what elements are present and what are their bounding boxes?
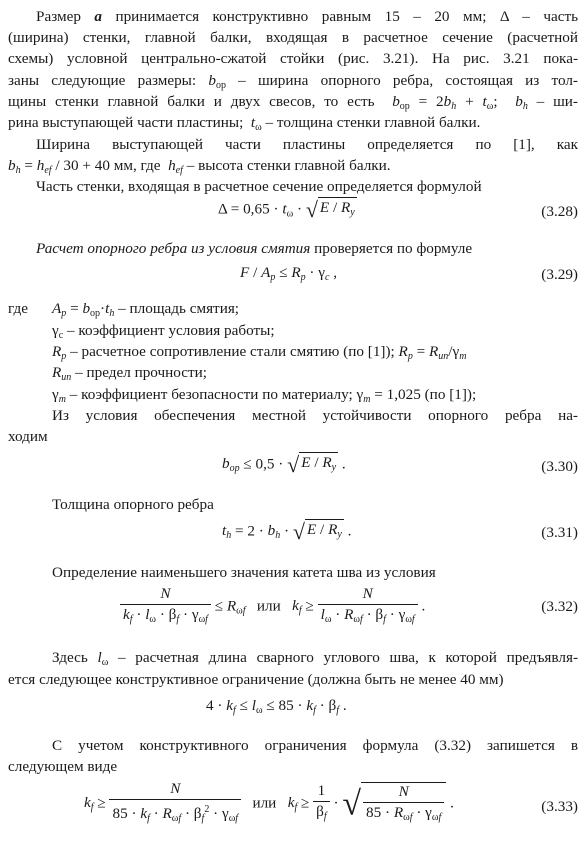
p4-rest: проверяется по формуле <box>314 240 473 257</box>
paragraph-4 <box>36 238 578 260</box>
f333-fraction-1: $\frac{N}{85 \cdot k_f \cdot R_{\omega f} \cdot \beta_f^2 \cdot \gamma_{\omega f}}$ <box>109 780 241 828</box>
p1-line-1: Размер a принимается конструктивно равным 15 – 20 мм; Δ – часть <box>36 8 579 25</box>
p8-line-2: ется следующее конструктивное ограничение (должна быть не менее 40 мм) <box>8 671 504 688</box>
paragraph-7: Определение наименьшего значения катета шва из условия <box>52 564 436 581</box>
p9-line-1: С учетом конструктивного ограничения формула (3.32) запишется в <box>52 737 578 754</box>
formula-3-32: $\frac{N}{k_f \cdot l_\omega \cdot \beta_f \cdot \gamma_{\omega f}}$ ≤ $R_{\omega f}$ или $k_f$ ≥ $\frac{N}{l_\omega \cdot R_{\omega f} \cdot \beta_f \cdot \gamma_{\omega f}}$ . <box>120 585 425 629</box>
formula-number-3-33: (3.33) <box>541 798 578 815</box>
paragraph-3: Часть стенки, входящая в расчетное сечение определяется формулой <box>36 178 482 195</box>
where-item-5: $\gamma_m$ – коэффициент безопасности по материалу; $\gamma_m = 1,025$ (по [1]); <box>52 386 477 405</box>
formula-3-30: $b_{op} \le 0,5$ · √ E / $R_y$ . <box>222 452 346 477</box>
formula-number-3-31: (3.31) <box>541 524 578 541</box>
p2-line-2: $b_h = h_{ef} / 30 + 40$ мм, где $h_{ef}$ – высота стенки главной балки. <box>8 157 391 176</box>
where-item-1: $A_p = b_{ор}\cdot t_h$ – площадь смятия; <box>52 300 240 319</box>
p8-line-1: Здесь $l_\omega$ – расчетная длина сварного углового шва, к которой предъявля- <box>52 649 578 668</box>
p5-line-2: ходим <box>8 428 48 445</box>
formula-3-28: $\Delta = 0,65 \cdot t_\omega$ · √ E / $R_y$ <box>218 197 355 222</box>
p1-line-5: щины стенки главной балки и двух свесов, то есть $b_{ор} = 2b_h + t_\omega$; $b_h - ши-$ <box>8 93 578 112</box>
where-item-3: $R_p$ – расчетное сопротивление стали смятию (по [1]); $R_p = R_{un}/\gamma_m$ <box>52 343 467 362</box>
formula-number-3-28: (3.28) <box>541 203 578 220</box>
f332-fraction-1: $\frac{N}{k_f \cdot l_\omega \cdot \beta_f \cdot \gamma_{\omega f}}$ <box>120 585 211 629</box>
p1-line-6: рина выступающей части пластины; $t_\omega$ – толщина стенки главной балки. <box>8 114 481 133</box>
p1-line-4: заны следующие размеры: $b_{ор}$ – ширина опорного ребра, состоящая из тол- <box>8 72 578 91</box>
p4-italic-lead: Расчет опорного ребра из условия смятия <box>36 240 311 257</box>
f333-fraction-2: $\frac{1}{\beta_f}$ <box>313 782 330 826</box>
p1-line-3: схемы) условной центрально-сжатой стойки (рис. 3.21). На рис. 3.21 пока- <box>8 50 578 67</box>
formula-number-3-32: (3.32) <box>541 598 578 615</box>
where-item-4: $R_{un}$ – предел прочности; <box>52 364 207 383</box>
where-item-2: $\gamma_c$ – коэффициент условия работы; <box>52 322 275 341</box>
p1-line-2: (ширина) стенки, главной балки, входящая в расчетное сечение (расчетной <box>8 29 578 46</box>
formula-number-3-30: (3.30) <box>541 458 578 475</box>
f332-fraction-2: $\frac{N}{l_\omega \cdot R_{\omega f} \cdot \beta_f \cdot \gamma_{\omega f}}$ <box>318 585 418 629</box>
p9-line-2: следующем виде <box>8 758 118 775</box>
p5-line-1: Из условия обеспечения местной устойчивости опорного ребра на- <box>52 407 578 424</box>
formula-3-31: $t_h = 2 \cdot b_h$ · √ E / $R_y$ . <box>222 519 352 544</box>
paragraph-6: Толщина опорного ребра <box>52 496 214 513</box>
p2-line-1: Ширина выступающей части пластины определяется по [1], как <box>36 136 578 153</box>
formula-constraint: $4 \cdot k_f \le l_\omega \le 85 \cdot k_f \cdot \beta_f$ . <box>206 697 347 716</box>
formula-3-33: $k_f$ ≥ $\frac{N}{85 \cdot k_f \cdot R_{\omega f} \cdot \beta_f^2 \cdot \gamma_{\omega f}}$ или $k_f$ ≥ $\frac{1}{\beta_f}$ · √ $\frac{N}{85 \cdot R_{\omega f} \cdot \gamma_{\omega f}}$ . <box>84 780 454 828</box>
formula-number-3-29: (3.29) <box>541 266 578 283</box>
f333-radical: √ $\frac{N}{85 \cdot R_{\omega f} \cdot \gamma_{\omega f}}$ <box>342 782 446 827</box>
formula-3-29: $F / A_p \le R_p \cdot \gamma_c$ , <box>240 264 338 283</box>
where-label: где <box>8 300 28 317</box>
